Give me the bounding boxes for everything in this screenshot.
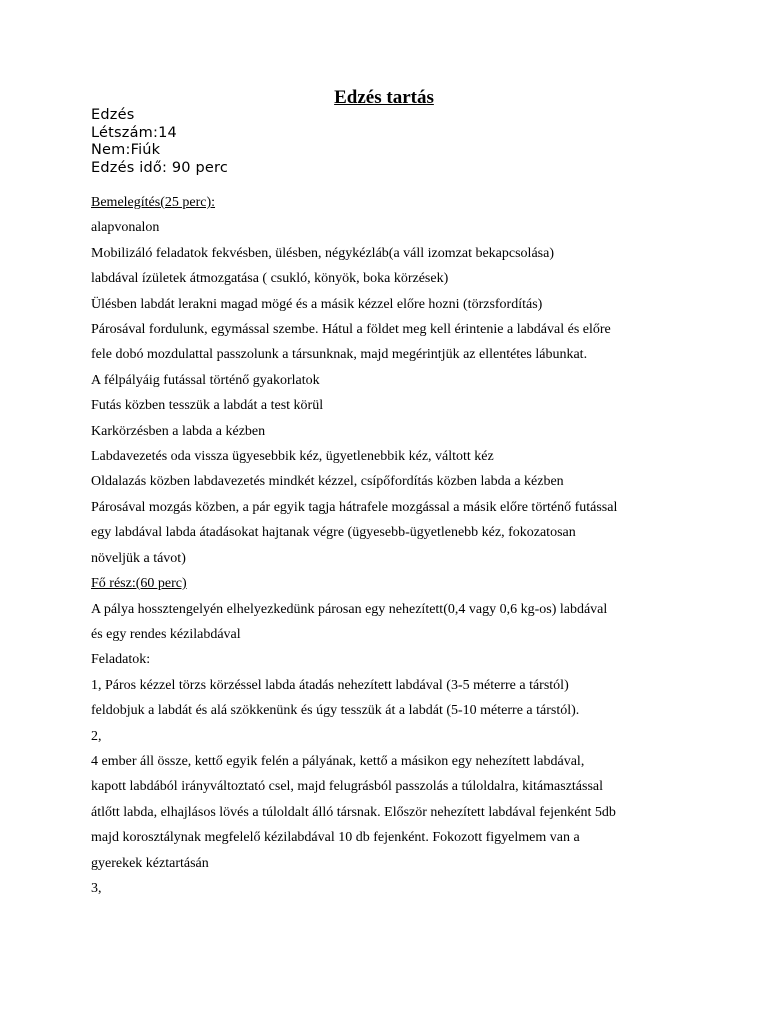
- headcount: Létszám:14: [91, 124, 177, 141]
- text-line: Párosával fordulunk, egymással szembe. Hátul a földet meg kell érintenie a labdával és előre: [91, 322, 611, 338]
- text-line: Mobilizáló feladatok fekvésben, ülésben, négykézláb(a váll izomzat bekapcsolása): [91, 245, 554, 261]
- text-line: A félpályáig futással történő gyakorlatok: [91, 372, 320, 388]
- text-line: 3,: [91, 880, 102, 896]
- text-line: Futás közben tesszük a labdát a test körül: [91, 398, 324, 414]
- session-info: [91, 107, 228, 177]
- text-line: labdával ízületek átmozgatása ( csukló, könyök, boka körzések): [91, 271, 449, 287]
- text-line: fele dobó mozdulattal passzolunk a társunknak, majd megérintjük az ellentétes lábunkat.: [91, 347, 588, 363]
- text-line: feldobjuk a labdát és alá szökkenünk és úgy tesszük át a labdát (5-10 méterre a társtól).: [91, 703, 580, 719]
- text-line: 4 ember áll össze, kettő egyik felén a pályának, kettő a másikon egy nehezített labdával,: [91, 753, 585, 769]
- section-heading-warmup: Bemelegítés(25 perc):: [91, 195, 216, 210]
- document-title: Edzés tartás: [334, 87, 434, 108]
- text-line: Karkörzésben a labda a kézben: [91, 423, 266, 439]
- gender: Nem:Fiúk: [91, 142, 161, 158]
- text-line: növeljük a távot): [91, 550, 186, 566]
- session-type: Edzés: [91, 107, 135, 123]
- section-heading-main: Fő rész:(60 perc): [91, 576, 187, 592]
- text-line: majd korosztálynak megfelelő kézilabdával 10 db fejenként. Fokozott figyelmem van a: [91, 830, 580, 846]
- text-line: és egy rendes kézilabdával: [91, 626, 241, 642]
- text-line: A pálya hossztengelyén elhelyezkedünk párosan egy nehezített(0,4 vagy 0,6 kg-os) labdával: [91, 601, 608, 617]
- text-line: 1, Páros kézzel törzs körzéssel labda átadás nehezített labdával (3-5 méterre a társtól): [91, 677, 569, 693]
- text-line: gyerekek kéztartásán: [91, 855, 209, 871]
- text-line: alapvonalon: [91, 220, 160, 236]
- text-line: Feladatok:: [91, 652, 151, 668]
- text-line: Labdavezetés oda vissza ügyesebbik kéz, ügyetlenebbik kéz, váltott kéz: [91, 449, 494, 465]
- text-line: egy labdával labda átadásokat hajtanak végre (ügyesebb-ügyetlenebb kéz, fokozatosan: [91, 525, 576, 541]
- text-line: Párosával mozgás közben, a pár egyik tagja hátrafele mozgással a másik előre történő futással: [91, 499, 618, 515]
- body-text: [91, 190, 691, 901]
- text-line: átlőtt labda, elhajlásos lövés a túloldalt álló társnak. Először nehezített labdával fejenként 5db: [91, 804, 616, 820]
- text-line: Ülésben labdát lerakni magad mögé és a másik kézzel előre hozni (törzsfordítás): [91, 296, 543, 312]
- text-line: 2,: [91, 728, 102, 744]
- duration: Edzés idő: 90 perc: [91, 159, 229, 176]
- text-line: Oldalazás közben labdavezetés mindkét kézzel, csípőfordítás közben labda a kézben: [91, 474, 564, 490]
- text-line: kapott labdából irányváltoztató csel, majd felugrásból passzolás a túloldalra, kitámasztással: [91, 779, 604, 795]
